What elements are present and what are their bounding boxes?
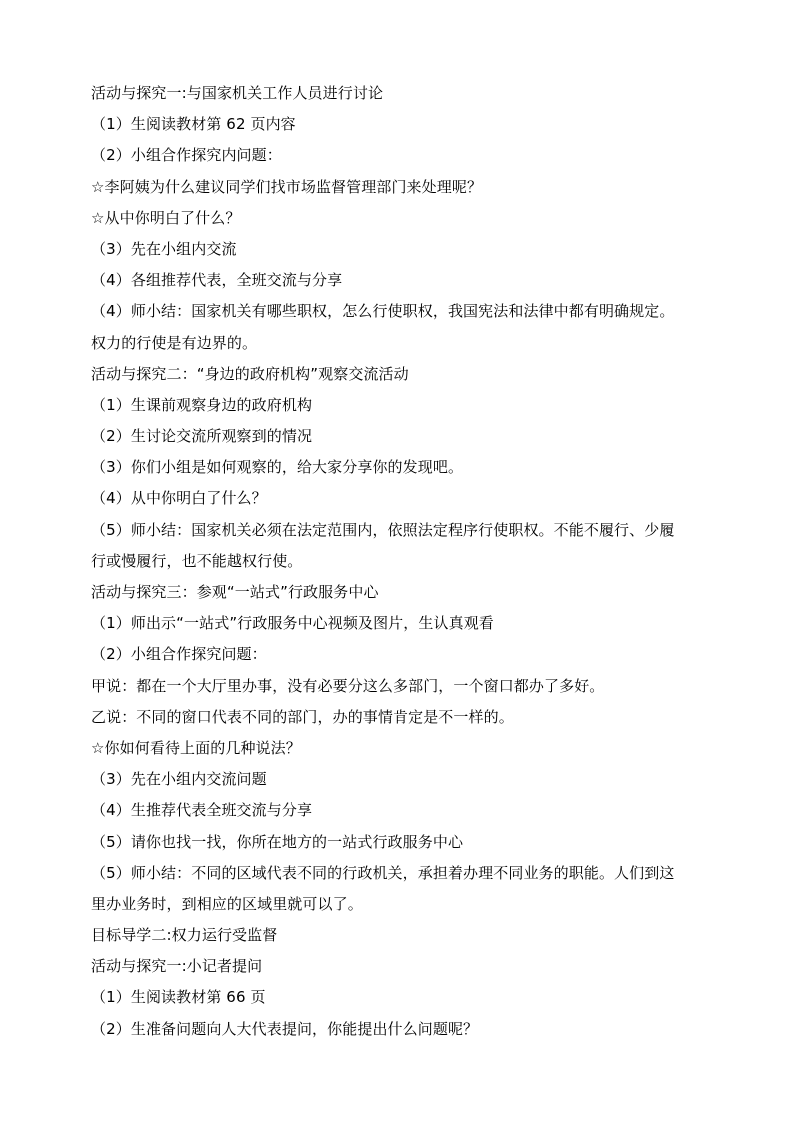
step-line: （2）小组合作探究内问题：	[91, 146, 282, 165]
activity-heading-1: 活动与探究一:与国家机关工作人员进行讨论	[91, 84, 384, 102]
summary-line: （5）师小结：国家机关必须在法定范围内，依照法定程序行使职权。不能不履行、少履	[91, 520, 675, 539]
goal-heading-2: 目标导学二:权力运行受监督	[91, 926, 278, 945]
step-line: （3）先在小组内交流	[91, 239, 237, 258]
statement-line: 甲说：都在一个大厅里办事，没有必要分这么多部门，一个窗口都办了多好。	[91, 676, 605, 695]
question-line: ☆你如何看待上面的几种说法？	[91, 738, 301, 757]
activity-heading-1: 活动与探究一:小记者提问	[91, 957, 263, 976]
document-body	[91, 78, 711, 1045]
step-line: （1）生课前观察身边的政府机构	[91, 395, 313, 414]
step-line: （1）生阅读教材第 62 页内容	[91, 115, 296, 134]
activity-heading-3: 活动与探究三：参观“一站式”行政服务中心	[91, 583, 379, 601]
summary-line: （4）师小结：国家机关有哪些职权，怎么行使职权，我国宪法和法律中都有明确规定。	[91, 302, 675, 321]
question-line: ☆从中你明白了什么？	[91, 208, 241, 227]
step-line: （4）从中你明白了什么？	[91, 489, 267, 508]
step-line: （3）先在小组内交流问题	[91, 770, 267, 789]
summary-line: （5）师小结：不同的区域代表不同的行政机关，承担着办理不同业务的职能。人们到这	[91, 863, 675, 882]
step-line: （2）生讨论交流所观察到的情况	[91, 427, 313, 446]
step-line: （2）生准备问题向人大代表提问，你能提出什么问题呢？	[91, 1019, 479, 1038]
step-line: （1）师出示“一站式”行政服务中心视频及图片，生认真观看	[91, 614, 494, 633]
step-line: （2）小组合作探究问题：	[91, 645, 267, 664]
step-line: （4）生推荐代表全班交流与分享	[91, 801, 313, 820]
step-line: （4）各组推荐代表，全班交流与分享	[91, 271, 343, 290]
question-line: ☆李阿姨为什么建议同学们找市场监督管理部门来处理呢？	[91, 177, 483, 196]
step-line: （5）请你也找一找，你所在地方的一站式行政服务中心	[91, 832, 464, 851]
statement-line: 乙说：不同的窗口代表不同的部门，办的事情肯定是不一样的。	[91, 707, 514, 726]
summary-line-continued: 权力的行使是有边界的。	[91, 333, 258, 352]
step-line: （3）你们小组是如何观察的，给大家分享你的发现吧。	[91, 458, 464, 477]
summary-line-continued: 里办业务时，到相应的区域里就可以了。	[91, 894, 363, 913]
summary-line-continued: 行或慢履行，也不能越权行使。	[91, 551, 303, 570]
activity-heading-2: 活动与探究二：“身边的政府机构”观察交流活动	[91, 364, 409, 383]
step-line: （1）生阅读教材第 66 页	[91, 988, 266, 1007]
